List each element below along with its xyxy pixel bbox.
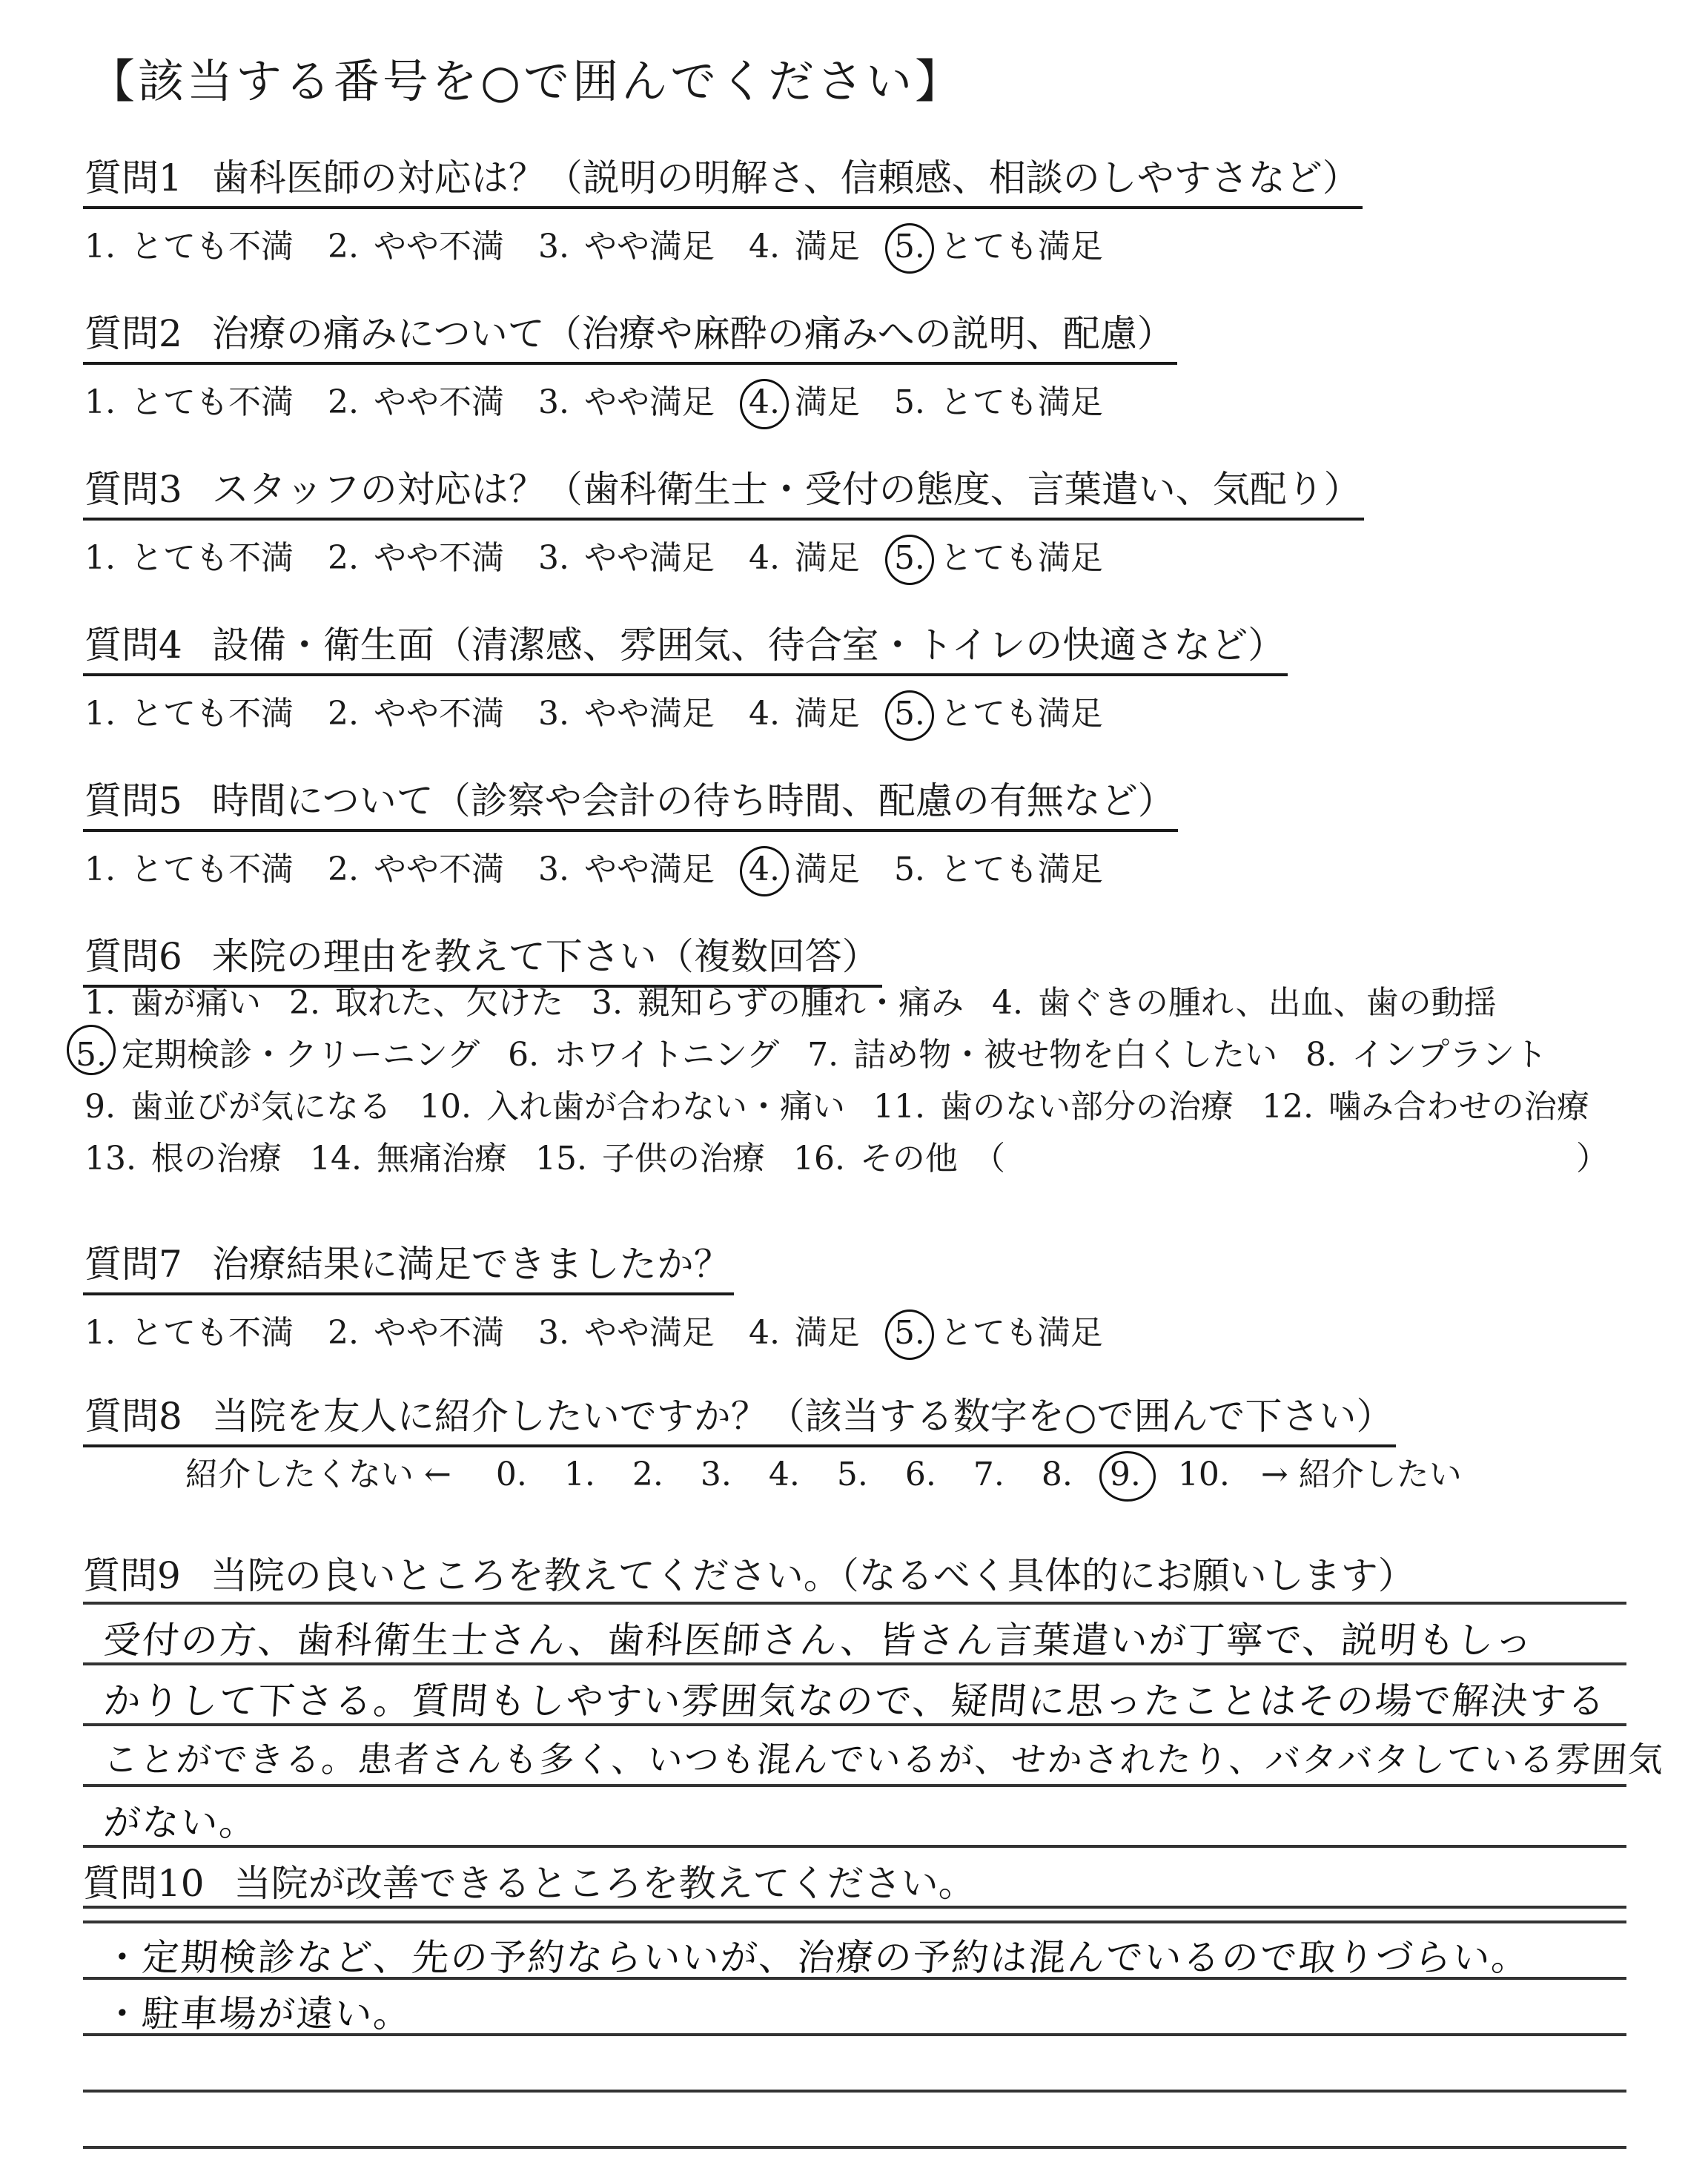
question-7: [83, 1235, 1136, 1353]
question-number: 質問9: [83, 1554, 181, 1597]
question-title: [83, 304, 1177, 365]
choice-option[interactable]: 4. 満足: [748, 228, 860, 265]
question-text: 設備・衛生面（清潔感、雰囲気、待合室・トイレの快適さなど）: [211, 624, 1285, 667]
choice-option[interactable]: 3. やや満足: [537, 851, 715, 888]
question-number: 質問10: [83, 1862, 205, 1905]
question-title: [83, 1546, 1415, 1599]
question-number: 質問1: [85, 156, 182, 199]
question-9: [83, 1546, 1415, 1599]
choice-option[interactable]: 1. とても不満: [85, 695, 294, 733]
choice-option[interactable]: 12. 噛み合わせの治療: [1261, 1088, 1589, 1126]
choice-option-selected[interactable]: 5. 定期検診・クリーニング: [74, 1029, 480, 1081]
choice-option-selected[interactable]: 5. とても満足: [893, 695, 1103, 733]
question-title: [83, 1854, 976, 1907]
scale-right-label: → 紹介したい: [1260, 1456, 1462, 1493]
choice-option[interactable]: 4. 満足: [748, 695, 860, 733]
question-number: 質問5: [85, 779, 182, 822]
choice-option[interactable]: 1. とても不満: [85, 1314, 294, 1352]
question-text: 来院の理由を教えて下さい（複数回答）: [211, 935, 879, 978]
question-5: [83, 771, 1178, 890]
scale-option[interactable]: 3.: [700, 1456, 732, 1493]
choice-option[interactable]: 13. 根の治療: [85, 1140, 282, 1178]
choice-option[interactable]: 14. 無痛治療: [309, 1140, 507, 1178]
q6-row-1: [83, 977, 1523, 1029]
choice-option[interactable]: 7. 詰め物・被せ物を白くしたい: [807, 1036, 1278, 1074]
choice-option[interactable]: 3. 親知らずの腫れ・痛み: [591, 984, 964, 1022]
choice-option[interactable]: 5. とても満足: [893, 851, 1103, 888]
choice-row: [83, 531, 1364, 578]
choice-option-selected[interactable]: 5. とても満足: [893, 539, 1103, 577]
choice-option[interactable]: 4. 歯ぐきの腫れ、出血、歯の動揺: [991, 984, 1497, 1022]
question-3: [83, 460, 1364, 578]
handwritten-answer-line: かりして下さる。質問もしやすい雰囲気なので、疑問に思ったことはその場で解決する: [102, 1680, 1608, 1723]
choice-option[interactable]: 1. とても不満: [85, 228, 294, 265]
question-8: [83, 1387, 1396, 1447]
choice-option[interactable]: 3. やや満足: [537, 695, 715, 733]
choice-row: [83, 219, 1363, 267]
page-title: 【該当する番号を○で囲んでください】: [89, 54, 964, 108]
question-4: [83, 615, 1288, 734]
choice-option[interactable]: 16. その他: [792, 1140, 958, 1178]
choice-row: [83, 842, 1178, 890]
question-2: [83, 304, 1177, 423]
question-title: [83, 460, 1364, 521]
choice-option[interactable]: 1. とても不満: [85, 851, 294, 888]
q6-row-4: [83, 1133, 1609, 1185]
question-text: 治療の痛みについて（治療や麻酔の痛みへの説明、配慮）: [211, 312, 1174, 355]
choice-option[interactable]: 4. 満足: [748, 1314, 860, 1352]
choice-option[interactable]: 2. やや不満: [327, 228, 504, 265]
choice-option[interactable]: 11. 歯のない部分の治療: [873, 1088, 1234, 1126]
scale-option[interactable]: 5.: [836, 1456, 868, 1493]
choice-option[interactable]: 10. 入れ歯が合わない・痛い: [419, 1088, 845, 1126]
q6-row-3: [83, 1081, 1589, 1133]
choice-option[interactable]: 3. やや満足: [537, 539, 715, 577]
choice-option[interactable]: 2. やや不満: [327, 1314, 504, 1352]
choice-option[interactable]: 2. やや不満: [327, 539, 504, 577]
question-number: 質問3: [85, 468, 182, 511]
handwritten-answer-line: ・駐車場が遠い。: [102, 1992, 414, 2035]
open-paren: （: [972, 1140, 1005, 1178]
choice-row: [83, 375, 1177, 423]
question-number: 質問2: [85, 312, 182, 355]
choice-row: [83, 1306, 1136, 1353]
question-1: [83, 148, 1363, 267]
scale-option[interactable]: 4.: [768, 1456, 800, 1493]
choice-option[interactable]: 9. 歯並びが気になる: [85, 1088, 391, 1126]
scale-option[interactable]: 0.: [495, 1456, 527, 1493]
scale-left-label: 紹介したくない ←: [185, 1456, 451, 1493]
choice-option[interactable]: 8. インプラント: [1305, 1036, 1548, 1074]
question-title: [83, 1235, 734, 1295]
question-title: [83, 771, 1178, 832]
choice-option[interactable]: 4. 満足: [748, 539, 860, 577]
choice-option[interactable]: 15. 子供の治療: [534, 1140, 765, 1178]
question-number: 質問7: [85, 1243, 182, 1286]
q6-row-2: [74, 1029, 1574, 1081]
choice-option-selected[interactable]: 5. とても満足: [893, 1314, 1103, 1352]
choice-option[interactable]: 2. やや不満: [327, 851, 504, 888]
choice-option[interactable]: 2. 取れた、欠けた: [288, 984, 563, 1022]
question-10: [83, 1854, 976, 1907]
scale-option[interactable]: 7.: [973, 1456, 1004, 1493]
choice-option[interactable]: 2. やや不満: [327, 383, 504, 421]
choice-option-selected[interactable]: 4. 満足: [748, 851, 860, 888]
handwritten-answer-line: ・定期検診など、先の予約ならいいが、治療の予約は混んでいるので取りづらい。: [102, 1936, 1532, 1979]
scale-option[interactable]: 1.: [563, 1456, 595, 1493]
question-text: 当院の良いところを教えてください。（なるべく具体的にお願いします）: [210, 1554, 1415, 1597]
close-paren: ）: [1575, 1140, 1609, 1178]
choice-option-selected[interactable]: 4. 満足: [748, 383, 860, 421]
question-text: 当院を友人に紹介したいですか？（該当する数字を○で囲んで下さい）: [211, 1395, 1394, 1438]
scale-option[interactable]: 6.: [904, 1456, 936, 1493]
question-number: 質問8: [85, 1395, 182, 1438]
handwritten-answer-line: ことができる。患者さんも多く、いつも混んでいるが、せかされたり、バタバタしている雰囲気: [102, 1740, 1666, 1780]
question-text: スタッフの対応は？（歯科衛生士・受付の態度、言葉遣い、気配り）: [211, 468, 1361, 511]
choice-option-selected[interactable]: 5. とても満足: [893, 228, 1103, 265]
choice-option[interactable]: 6. ホワイトニング: [508, 1036, 780, 1074]
scale-option[interactable]: 2.: [632, 1456, 663, 1493]
choice-option[interactable]: 3. やや満足: [537, 228, 715, 265]
question-text: 当院が改善できるところを教えてください。: [234, 1862, 976, 1905]
scale-option-selected[interactable]: 9.: [1109, 1456, 1141, 1493]
question-title: [83, 148, 1363, 209]
choice-option[interactable]: 5. とても満足: [893, 383, 1103, 421]
choice-option[interactable]: 1. 歯が痛い: [85, 984, 261, 1022]
question-number: 質問4: [85, 624, 182, 667]
scale-option[interactable]: 10.: [1177, 1456, 1230, 1493]
recommend-scale: [185, 1447, 1462, 1495]
question-text: 治療結果に満足できましたか？: [211, 1243, 731, 1286]
question-title: [83, 615, 1288, 676]
question-title: [83, 1387, 1396, 1447]
question-text: 歯科医師の対応は？（説明の明解さ、信頼感、相談のしやすさなど）: [211, 156, 1360, 199]
choice-option[interactable]: 3. やや満足: [537, 383, 715, 421]
question-number: 質問6: [85, 935, 182, 978]
scale-option[interactable]: 8.: [1041, 1456, 1073, 1493]
choice-option[interactable]: 3. やや満足: [537, 1314, 715, 1352]
question-text: 時間について（診察や会計の待ち時間、配慮の有無など）: [211, 779, 1175, 822]
choice-option[interactable]: 1. とても不満: [85, 539, 294, 577]
handwritten-answer-line: がない。: [102, 1801, 259, 1844]
choice-option[interactable]: 1. とても不満: [85, 383, 294, 421]
handwritten-answer-line: 受付の方、歯科衛生士さん、歯科医師さん、皆さん言葉遣いが丁寧で、説明もしっ: [102, 1619, 1535, 1662]
choice-option[interactable]: 2. やや不満: [327, 695, 504, 733]
choice-row: [83, 687, 1288, 734]
